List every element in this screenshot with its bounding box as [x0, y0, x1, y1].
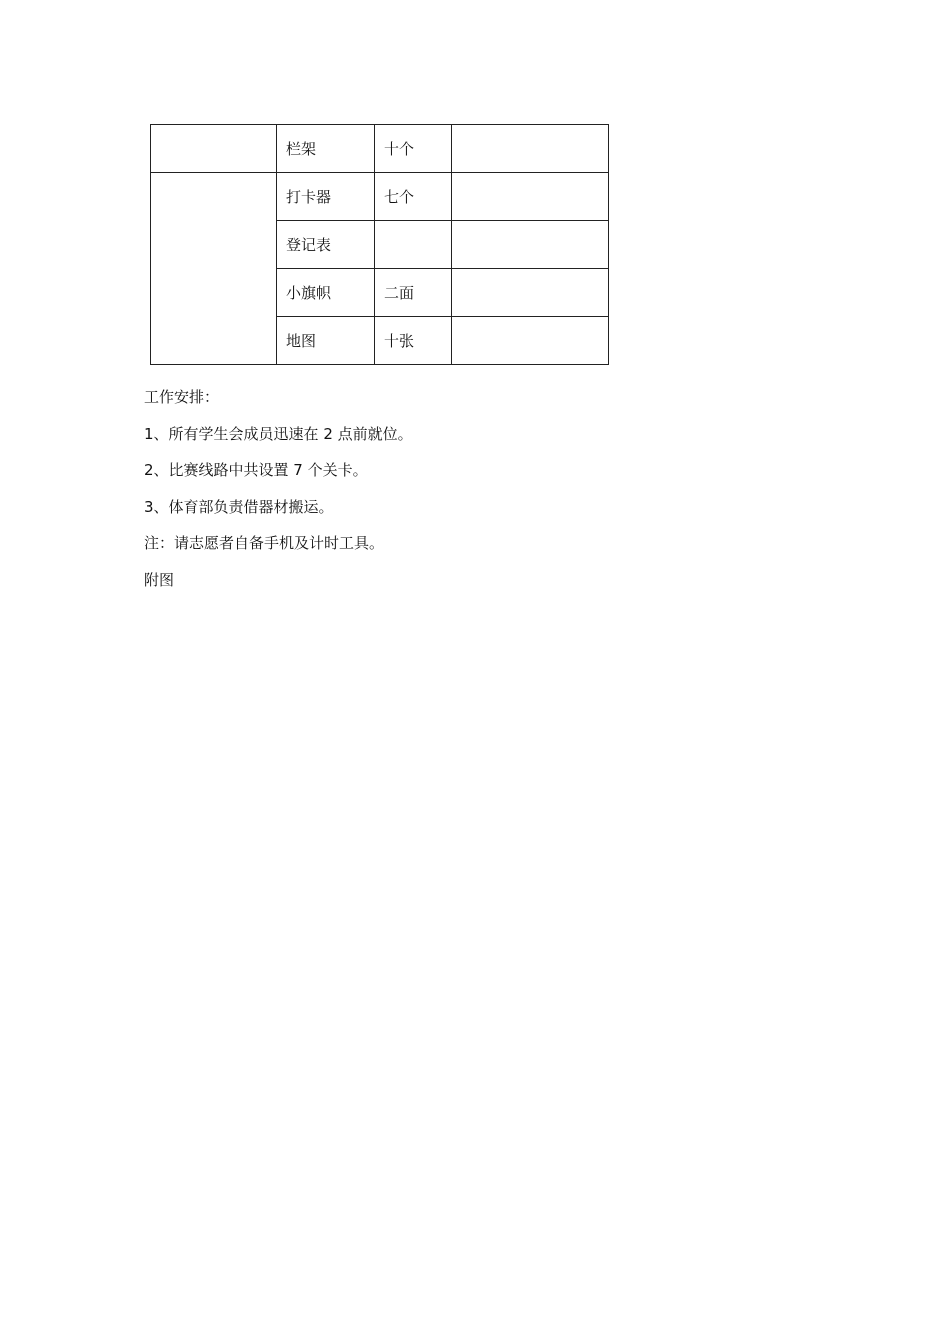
arrangement-item: 2、比赛线路中共设置 7 个关卡。 [144, 461, 368, 480]
table-cell-item: 地图 [277, 317, 375, 365]
arrangement-item: 1、所有学生会成员迅速在 2 点前就位。 [144, 424, 413, 443]
work-arrangement-section [144, 386, 804, 606]
table-cell-note [452, 221, 609, 269]
equipment-table [150, 124, 609, 365]
table-cell-item: 打卡器 [277, 173, 375, 221]
table-cell-quantity: 十个 [375, 125, 452, 173]
table-cell-quantity: 十张 [375, 317, 452, 365]
section-heading: 工作安排： [144, 388, 220, 406]
table-cell-item: 登记表 [277, 221, 375, 269]
table-cell-note [452, 173, 609, 221]
table-cell-item: 栏架 [277, 125, 375, 173]
table-cell-note [452, 269, 609, 317]
table-row [151, 125, 609, 173]
table-cell-quantity: 二面 [375, 269, 452, 317]
arrangement-item: 3、体育部负责借器材搬运。 [144, 497, 334, 516]
attachment-label: 附图 [144, 570, 175, 589]
table-cell-category [151, 125, 277, 173]
table-cell-note [452, 317, 609, 365]
table-cell-category [151, 173, 277, 365]
table-cell-item: 小旗帜 [277, 269, 375, 317]
table-cell-quantity [375, 221, 452, 269]
table-cell-note [452, 125, 609, 173]
note-text: 注：请志愿者自备手机及计时工具。 [144, 534, 385, 553]
table-cell-quantity: 七个 [375, 173, 452, 221]
table-row [151, 173, 609, 221]
